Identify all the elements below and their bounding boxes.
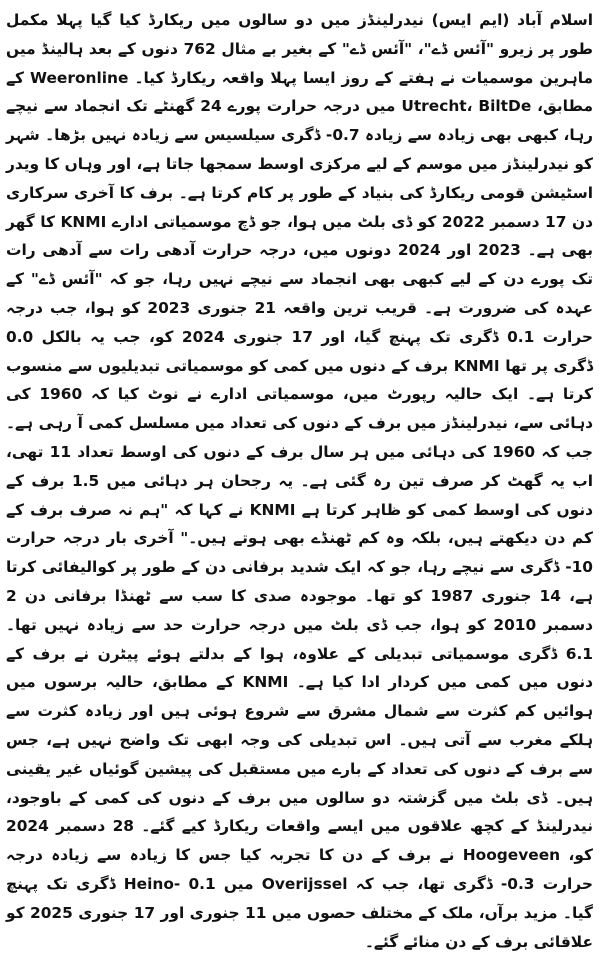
article-body-paragraph: اسلام آباد (ایم ایس) نیدرلینڈز میں دو سالوں میں ریکارڈ کیا گیا پہلا مکمل طور پر زیرو "آئس ڈے"، "آئس ڈے" کے بغیر بے مثال 762 دنوں کے بعد ہالینڈ میں ماہرین موسمیات نے ہفتے کے روز ایسا پہلا واقعہ ریکارڈ کیا۔ Weeronline کے مطابق، Utrecht، BiltDe میں درجہ حرارت پورے 24 گھنٹے تک انجماد سے نیچے رہا، کبھی بھی زیادہ سے زیادہ 0.7- ڈگری سیلسیس سے زیادہ نہیں بڑھا۔ شہر کو نیدرلینڈز میں موسم کے لیے مرکزی اوسط سمجھا جاتا ہے، اور وہاں کا ویدر اسٹیشن قومی ریکارڈ کی بنیاد کے طور پر کام کرتا ہے۔ برف کا آخری سرکاری دن 17 دسمبر 2022 کو ڈی بلٹ میں ہوا، جو ڈچ موسمیاتی ادارے KNMI کا گھر بھی ہے۔ 2023 اور 2024 دونوں میں، درجہ حرارت آدھی رات سے آدھی رات تک پورے دن کے لیے کبھی بھی انجماد سے نیچے نہیں رہا، جو کہ "آئس ڈے" کے عہدہ کی ضرورت ہے۔ قریب ترین واقعہ 21 جنوری 2023 کو ہوا، جب درجہ حرارت 0.1 ڈگری تک پہنچ گیا، اور 17 جنوری 2024 کو، جب یہ بالکل 0.0 ڈگری پر تھا KNMI برف کے دنوں میں کمی کو موسمیاتی تبدیلیوں سے منسوب کرتا ہے۔ ایک حالیہ رپورٹ میں، موسمیاتی ادارے نے نوٹ کیا کہ 1960 کی دہائی سے، نیدرلینڈز میں برف کے دنوں کی تعداد میں مسلسل کمی آ رہی ہے۔ جب کہ 1960 کی دہائی میں ہر سال برف کے دنوں کی اوسط تعداد 11 تھی، اب یہ گھٹ کر صرف تین رہ گئی ہے۔ یہ رجحان ہر دہائی میں 1.5 برف کے دنوں کی اوسط کمی کو ظاہر کرتا ہے KNMI نے کہا کہ "ہم نہ صرف برف کے کم دن دیکھتے ہیں، بلکہ وہ کم ٹھنڈے بھی ہوتے ہیں۔" آخری بار درجہ حرارت 10- ڈگری سے نیچے رہا، جو کہ ایک شدید برفانی دن کے طور پر کوالیفائی کرتا ہے، 14 جنوری 1987 کو تھا۔ موجودہ صدی کا سب سے ٹھنڈا برفانی دن 2 دسمبر 2010 کو ہوا، جب ڈی بلٹ میں درجہ حرارت حد سے زیادہ نہیں تھا۔ 6.1 ڈگری موسمیاتی تبدیلی کے علاوہ، ہوا کے بدلتے ہوئے پیٹرن نے برف کے دنوں میں کمی میں کردار ادا کیا ہے۔ KNMI کے مطابق، حالیہ برسوں میں ہوائیں کم کثرت سے شمال مشرق سے شروع ہوئی ہیں اور زیادہ کثرت سے ہلکے مغرب سے آتی ہیں۔ اس تبدیلی کی وجہ ابھی تک واضح نہیں ہے، جس سے برف کے دنوں کی تعداد کے بارے میں مستقبل کی پیشین گوئیاں غیر یقینی ہیں۔ ڈی بلٹ میں گزشتہ دو سالوں میں برف کے دنوں کی کمی کے باوجود، نیدرلینڈ کے کچھ علاقوں میں ایسے واقعات ریکارڈ کیے گئے۔ 28 دسمبر 2024 کو، Hoogeveen نے برف کے دن کا تجربہ کیا جس کا زیادہ سے زیادہ درجہ حرارت 0.3- ڈگری تھا، جب کہ Overijssel میں Heino- 0.1 ڈگری تک پہنچ گیا۔ مزید برآں، ملک کے مختلف حصوں میں 11 جنوری اور 17 جنوری 2025 کو علاقائی برف کے دن منائے گئے۔: [6, 11, 594, 951]
